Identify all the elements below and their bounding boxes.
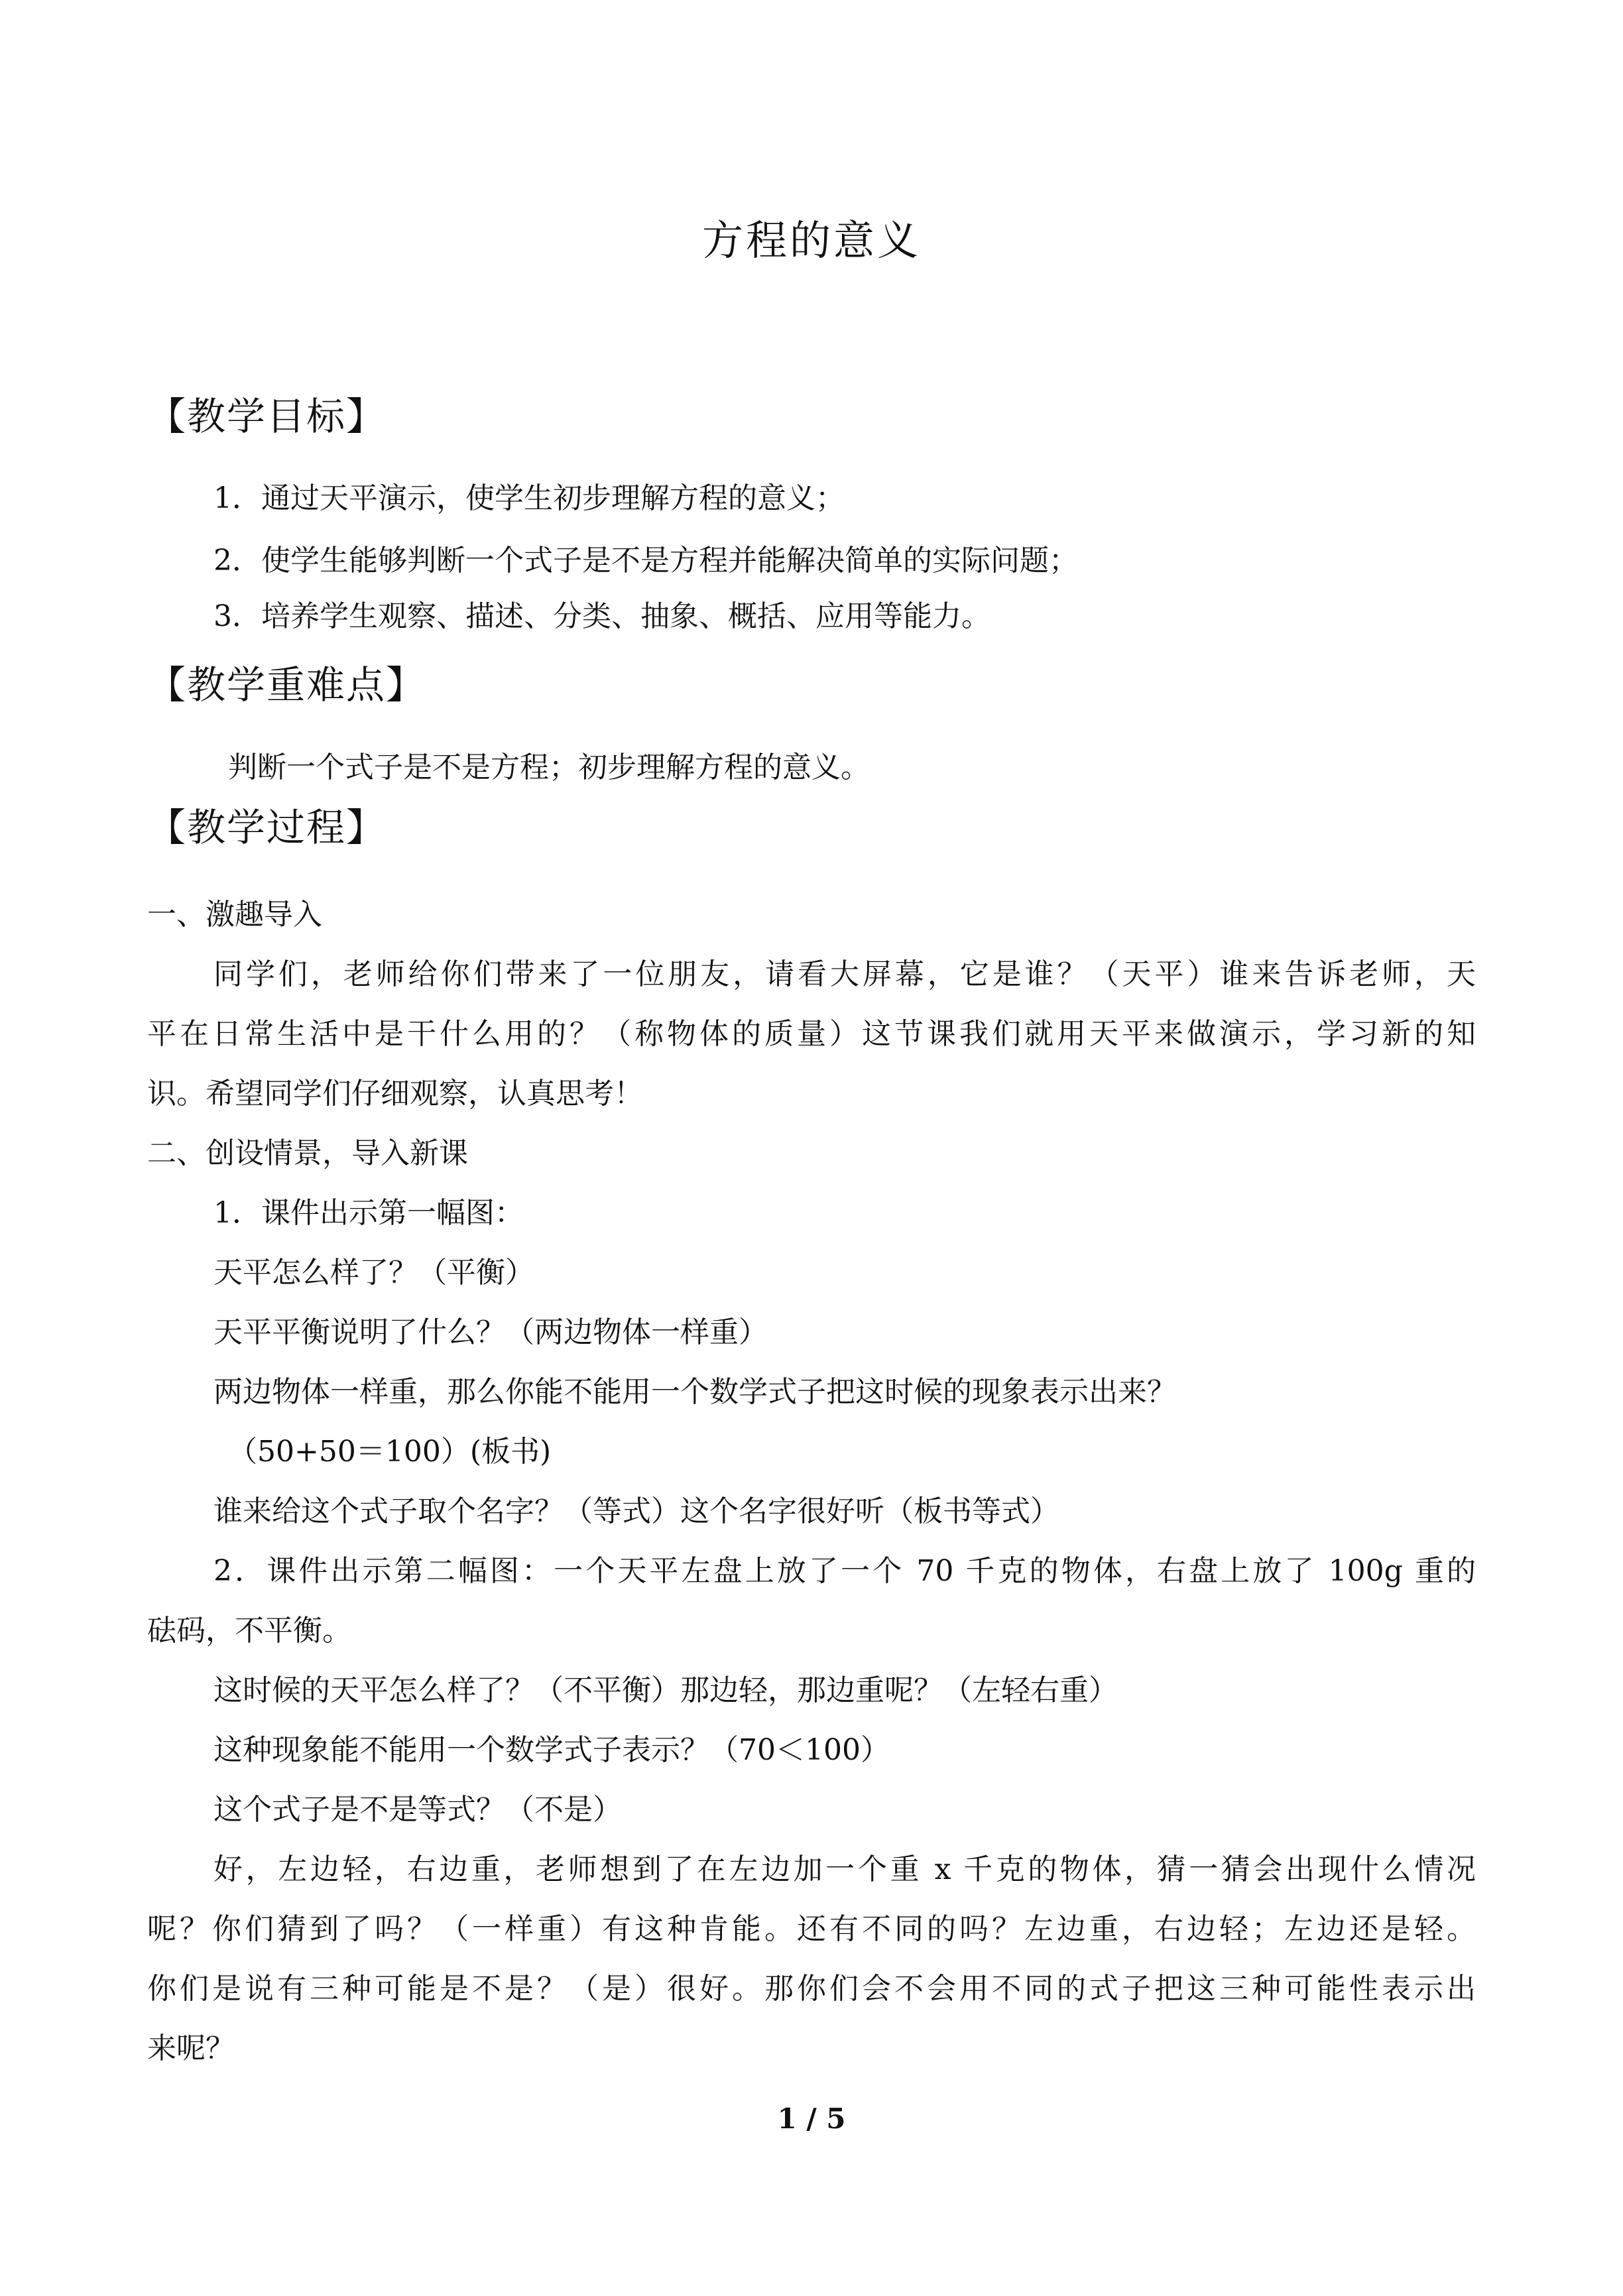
page-number: 1 / 5 bbox=[777, 2102, 846, 2135]
document-title: 方程的意义 bbox=[701, 216, 921, 265]
part2-line-10: 这种现象能不能用一个数学式子表示？（70＜100） bbox=[213, 1733, 890, 1767]
part1-line-1: 同学们，老师给你们带来了一位朋友，请看大屏幕，它是谁？（天平）谁来告诉老师，天 bbox=[213, 957, 1476, 991]
part2-line-4: 两边物体一样重，那么你能不能用一个数学式子把这时候的现象表示出来？ bbox=[213, 1375, 1176, 1409]
part2-line-7: 2．课件出示第二幅图：一个天平左盘上放了一个 70 千克的物体，右盘上放了 100g 重的 bbox=[213, 1554, 1476, 1588]
objectives-heading: 【教学目标】 bbox=[147, 394, 387, 439]
part2-line-11: 这个式子是不是等式？（不是） bbox=[213, 1793, 622, 1827]
key-points-text: 判断一个式子是不是方程；初步理解方程的意义。 bbox=[228, 751, 870, 784]
key-points-heading: 【教学重难点】 bbox=[147, 662, 426, 707]
part1-line-2: 平在日常生活中是干什么用的？（称物体的质量）这节课我们就用天平来做演示，学习新的知 bbox=[147, 1017, 1476, 1051]
part2-line-14: 你们是说有三种可能是不是？（是）很好。那你们会不会用不同的式子把这三种可能性表示出 bbox=[147, 1972, 1476, 2006]
objective-item-3: 3．培养学生观察、描述、分类、抽象、概括、应用等能力。 bbox=[213, 599, 991, 633]
part2-line-12: 好，左边轻，右边重，老师想到了在左边加一个重 x 千克的物体，猜一猜会出现什么情况 bbox=[213, 1852, 1476, 1886]
part2-line-15: 来呢？ bbox=[147, 2031, 235, 2065]
part2-line-6: 谁来给这个式子取个名字？（等式）这个名字很好听（板书等式） bbox=[213, 1494, 1059, 1528]
part2-line-13: 呢？你们猜到了吗？（一样重）有这种肯能。还有不同的吗？左边重，右边轻；左边还是轻。 bbox=[147, 1912, 1476, 1946]
part1-line-3: 识。希望同学们仔细观察，认真思考！ bbox=[147, 1077, 643, 1111]
part2-line-5: （50+50＝100）(板书) bbox=[228, 1435, 552, 1469]
part2-line-3: 天平平衡说明了什么？（两边物体一样重） bbox=[213, 1315, 768, 1349]
part1-title: 一、激趣导入 bbox=[147, 898, 322, 932]
objective-item-1: 1．通过天平演示，使学生初步理解方程的意义； bbox=[213, 481, 845, 515]
objective-item-2: 2．使学生能够判断一个式子是不是方程并能解决简单的实际问题； bbox=[213, 544, 1078, 577]
part2-line-2: 天平怎么样了？（平衡） bbox=[213, 1256, 534, 1290]
part2-line-9: 这时候的天平怎么样了？（不平衡）那边轻，那边重呢？（左轻右重） bbox=[213, 1673, 1118, 1707]
part2-line-8: 砝码，不平衡。 bbox=[147, 1614, 351, 1648]
part2-line-1: 1．课件出示第一幅图： bbox=[213, 1196, 524, 1230]
part2-title: 二、创设情景，导入新课 bbox=[147, 1136, 468, 1170]
process-heading: 【教学过程】 bbox=[147, 805, 387, 850]
